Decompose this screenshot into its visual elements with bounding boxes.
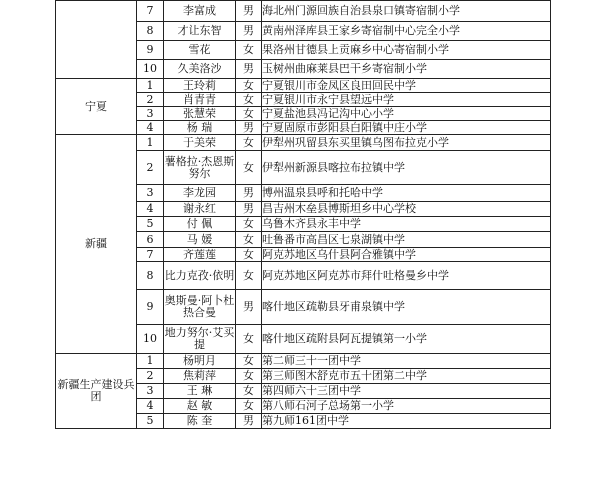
gender-cell: 女 bbox=[236, 217, 262, 232]
school-name-cell: 第三师图木舒克市五十团第二中学 bbox=[262, 369, 551, 384]
row-number-cell: 8 bbox=[137, 22, 164, 41]
teacher-name-cell: 齐莲莲 bbox=[164, 248, 236, 262]
teacher-name-cell: 奥斯曼·阿卜杜热合曼 bbox=[164, 290, 236, 325]
school-name-cell: 阿克苏地区阿克苏市拜什吐格曼乡中学 bbox=[262, 262, 551, 290]
row-number-cell: 7 bbox=[137, 248, 164, 262]
gender-cell: 女 bbox=[236, 135, 262, 151]
row-number-cell: 2 bbox=[137, 369, 164, 384]
school-name-cell: 伊犁州新源县喀拉布拉镇中学 bbox=[262, 151, 551, 185]
teacher-name-cell: 李龙园 bbox=[164, 185, 236, 202]
gender-cell: 女 bbox=[236, 41, 262, 60]
row-number-cell: 1 bbox=[137, 354, 164, 369]
teacher-name-cell: 王 琳 bbox=[164, 384, 236, 399]
teacher-name-cell: 谢永红 bbox=[164, 202, 236, 217]
row-number-cell: 8 bbox=[137, 262, 164, 290]
region-cell: 宁夏 bbox=[56, 79, 137, 135]
gender-cell: 男 bbox=[236, 1, 262, 22]
gender-cell: 男 bbox=[236, 202, 262, 217]
school-name-cell: 昌吉州木垒县博斯坦乡中心学校 bbox=[262, 202, 551, 217]
school-name-cell: 宁夏银川市金凤区良田回民中学 bbox=[262, 79, 551, 93]
gender-cell: 男 bbox=[236, 60, 262, 79]
teacher-name-cell: 张慧荣 bbox=[164, 107, 236, 121]
teacher-name-cell: 杨明月 bbox=[164, 354, 236, 369]
row-number-cell: 1 bbox=[137, 79, 164, 93]
teacher-name-cell: 付 佩 bbox=[164, 217, 236, 232]
teacher-name-cell: 才让东智 bbox=[164, 22, 236, 41]
row-number-cell: 9 bbox=[137, 41, 164, 60]
school-name-cell: 阿克苏地区乌什县阿合雅镇中学 bbox=[262, 248, 551, 262]
school-name-cell: 第九师161团中学 bbox=[262, 414, 551, 429]
gender-cell: 男 bbox=[236, 185, 262, 202]
teacher-name-cell: 久美洛沙 bbox=[164, 60, 236, 79]
teacher-name-cell: 肖青青 bbox=[164, 93, 236, 107]
table-row bbox=[56, 79, 551, 93]
gender-cell: 男 bbox=[236, 22, 262, 41]
row-number-cell: 7 bbox=[137, 1, 164, 22]
school-name-cell: 喀什地区疏附县阿瓦提镇第一小学 bbox=[262, 325, 551, 354]
region-cell: 新疆生产建设兵团 bbox=[56, 354, 137, 429]
row-number-cell: 3 bbox=[137, 185, 164, 202]
gender-cell: 男 bbox=[236, 121, 262, 135]
teacher-name-cell: 薯格拉·杰恩斯努尔 bbox=[164, 151, 236, 185]
teacher-name-cell: 焦莉萍 bbox=[164, 369, 236, 384]
school-name-cell: 宁夏盐池县冯记沟中心小学 bbox=[262, 107, 551, 121]
gender-cell: 男 bbox=[236, 414, 262, 429]
table-row bbox=[56, 354, 551, 369]
school-name-cell: 宁夏银川市永宁县望远中学 bbox=[262, 93, 551, 107]
region-cell bbox=[56, 1, 137, 79]
teacher-name-cell: 于美荣 bbox=[164, 135, 236, 151]
school-name-cell: 宁夏固原市彭阳县白阳镇中庄小学 bbox=[262, 121, 551, 135]
school-name-cell: 喀什地区疏勒县牙甫泉镇中学 bbox=[262, 290, 551, 325]
gender-cell: 女 bbox=[236, 79, 262, 93]
school-name-cell: 博州温泉县呼和托哈中学 bbox=[262, 185, 551, 202]
row-number-cell: 10 bbox=[137, 60, 164, 79]
gender-cell: 女 bbox=[236, 369, 262, 384]
row-number-cell: 6 bbox=[137, 232, 164, 248]
teacher-name-cell: 陈 奎 bbox=[164, 414, 236, 429]
roster-body bbox=[56, 1, 551, 429]
gender-cell: 女 bbox=[236, 262, 262, 290]
table-row bbox=[56, 135, 551, 151]
school-name-cell: 果洛州甘德县上贡麻乡中心寄宿制小学 bbox=[262, 41, 551, 60]
school-name-cell: 第二师三十一团中学 bbox=[262, 354, 551, 369]
teacher-name-cell: 雪花 bbox=[164, 41, 236, 60]
row-number-cell: 10 bbox=[137, 325, 164, 354]
teacher-name-cell: 马 媛 bbox=[164, 232, 236, 248]
gender-cell: 女 bbox=[236, 384, 262, 399]
row-number-cell: 5 bbox=[137, 217, 164, 232]
gender-cell: 女 bbox=[236, 151, 262, 185]
region-cell: 新疆 bbox=[56, 135, 137, 354]
school-name-cell: 吐鲁番市高昌区七泉湖镇中学 bbox=[262, 232, 551, 248]
teacher-name-cell: 李富成 bbox=[164, 1, 236, 22]
gender-cell: 男 bbox=[236, 290, 262, 325]
gender-cell: 女 bbox=[236, 232, 262, 248]
school-name-cell: 海北州门源回族自治县泉口镇寄宿制小学 bbox=[262, 1, 551, 22]
school-name-cell: 第八师石河子总场第一小学 bbox=[262, 399, 551, 414]
gender-cell: 女 bbox=[236, 325, 262, 354]
teacher-name-cell: 杨 瑞 bbox=[164, 121, 236, 135]
teacher-name-cell: 王玲莉 bbox=[164, 79, 236, 93]
teacher-name-cell: 地力努尔·艾买提 bbox=[164, 325, 236, 354]
row-number-cell: 2 bbox=[137, 151, 164, 185]
gender-cell: 女 bbox=[236, 93, 262, 107]
row-number-cell: 4 bbox=[137, 202, 164, 217]
row-number-cell: 9 bbox=[137, 290, 164, 325]
gender-cell: 女 bbox=[236, 399, 262, 414]
table-row bbox=[56, 1, 551, 22]
school-name-cell: 伊犁州巩留县东买里镇乌图布拉克小学 bbox=[262, 135, 551, 151]
teacher-name-cell: 赵 敏 bbox=[164, 399, 236, 414]
school-name-cell: 第四师六十三团中学 bbox=[262, 384, 551, 399]
row-number-cell: 3 bbox=[137, 107, 164, 121]
row-number-cell: 4 bbox=[137, 121, 164, 135]
teacher-name-cell: 比力克孜·依明 bbox=[164, 262, 236, 290]
gender-cell: 女 bbox=[236, 354, 262, 369]
teacher-roster-table bbox=[55, 0, 551, 429]
gender-cell: 女 bbox=[236, 107, 262, 121]
row-number-cell: 5 bbox=[137, 414, 164, 429]
gender-cell: 女 bbox=[236, 248, 262, 262]
school-name-cell: 玉树州曲麻莱县巴干乡寄宿制小学 bbox=[262, 60, 551, 79]
row-number-cell: 2 bbox=[137, 93, 164, 107]
row-number-cell: 4 bbox=[137, 399, 164, 414]
row-number-cell: 3 bbox=[137, 384, 164, 399]
row-number-cell: 1 bbox=[137, 135, 164, 151]
school-name-cell: 黄南州泽库县王家乡寄宿制中心完全小学 bbox=[262, 22, 551, 41]
school-name-cell: 乌鲁木齐县永丰中学 bbox=[262, 217, 551, 232]
